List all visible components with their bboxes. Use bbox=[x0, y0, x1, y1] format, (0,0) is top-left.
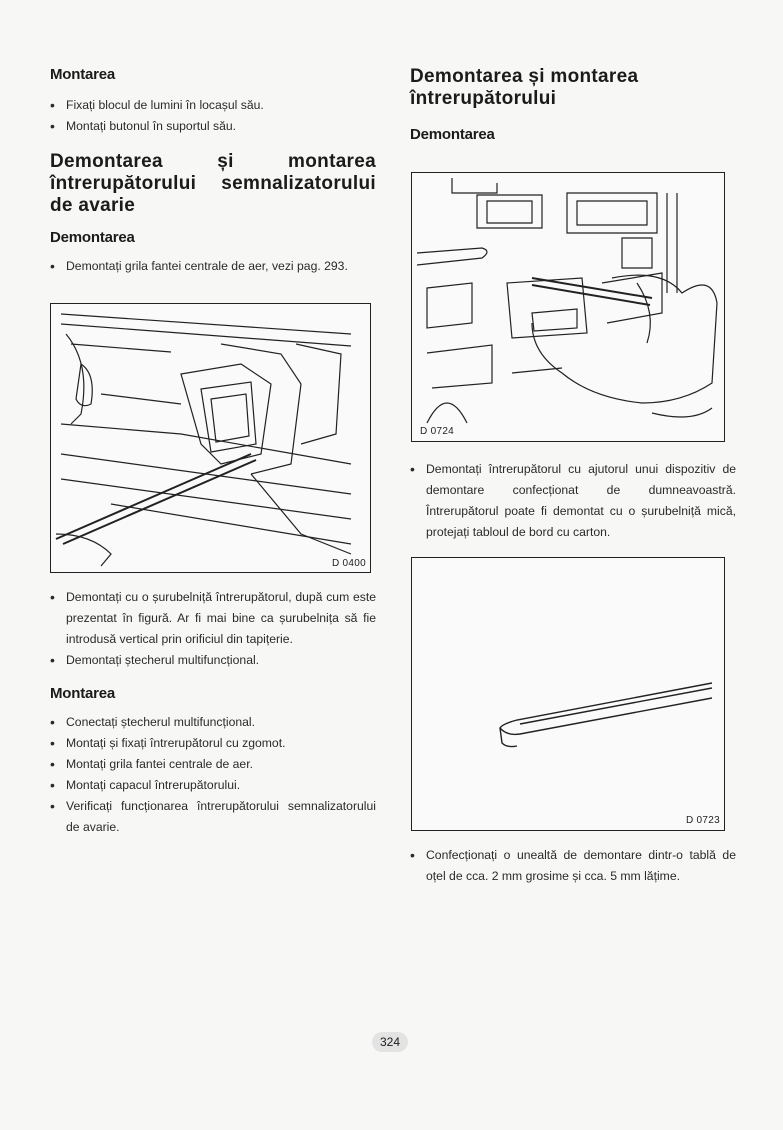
figure-d0724 bbox=[411, 172, 725, 442]
montarea-list-1 bbox=[50, 95, 376, 137]
left-column-lower bbox=[50, 587, 376, 838]
list-item: • Demontați ștecherul multifuncțional. bbox=[50, 650, 376, 671]
list-item: • Montați grila fantei centrale de aer. bbox=[50, 754, 376, 775]
list-item: • Montați capacul întrerupătorului. bbox=[50, 775, 376, 796]
list-item: • Conectați ștecherul multifuncțional. bbox=[50, 712, 376, 733]
demontarea-list-left bbox=[50, 256, 376, 277]
demontarea-list-left-2 bbox=[50, 587, 376, 671]
page-number: 324 bbox=[372, 1032, 408, 1052]
list-item: • Verificați funcționarea întrerupătorului semnalizatorului de avarie. bbox=[50, 796, 376, 838]
section-title-hazard-switch: Demontarea și montarea întrerupătorului semnalizatorului de avarie bbox=[50, 151, 376, 216]
section-title-switch: Demontarea și montarea întrerupătorului bbox=[410, 66, 639, 109]
list-item: • Fixați blocul de lumini în locașul său. bbox=[50, 95, 376, 116]
hazard-switch-removal-drawing bbox=[51, 304, 369, 571]
switch-removal-drawing bbox=[412, 173, 723, 440]
montarea-heading-2: Montarea bbox=[50, 685, 116, 702]
demontarea-heading-right: Demontarea bbox=[410, 126, 495, 143]
list-item: • Demontați grila fantei centrale de aer, vezi pag. 293. bbox=[50, 256, 376, 277]
figure-code: D 0723 bbox=[685, 815, 720, 826]
list-item: • Demontați cu o șurubelniță întrerupătorul, după cum este prezentat în figură. Ar fi mai bine ca șurubelnița să fie introdusă vertical prin orificiul din tapițerie. bbox=[50, 587, 376, 650]
figure-code: D 0724 bbox=[420, 426, 455, 437]
figure-d0723 bbox=[411, 557, 725, 831]
removal-tool-drawing bbox=[412, 558, 723, 829]
montarea-heading-1: Montarea bbox=[50, 66, 116, 83]
list-item: • Montați și fixați întrerupătorul cu zgomot. bbox=[50, 733, 376, 754]
demontarea-heading-left: Demontarea bbox=[50, 229, 135, 246]
list-item: • Montați butonul în suportul său. bbox=[50, 116, 376, 137]
right-column-lower bbox=[410, 845, 736, 887]
demontarea-list-right bbox=[410, 459, 736, 543]
list-item: • Confecționați o unealtă de demontare dintr-o tablă de oțel de cca. 2 mm grosime și cca. 5 mm lățime. bbox=[410, 845, 736, 887]
tool-list-right bbox=[410, 845, 736, 887]
list-item: • Demontați întrerupătorul cu ajutorul unui dispozitiv de demontare confecționat de dumneavoastră. Întrerupătorul poate fi demontat cu o șurubelniță mică, protejați tabloul de bord cu carton. bbox=[410, 459, 736, 543]
figure-d0400 bbox=[50, 303, 371, 573]
right-column bbox=[410, 66, 736, 143]
figure-code: D 0400 bbox=[331, 558, 366, 569]
left-column bbox=[50, 66, 376, 277]
right-column-middle bbox=[410, 459, 736, 543]
montarea-list-2 bbox=[50, 712, 376, 838]
